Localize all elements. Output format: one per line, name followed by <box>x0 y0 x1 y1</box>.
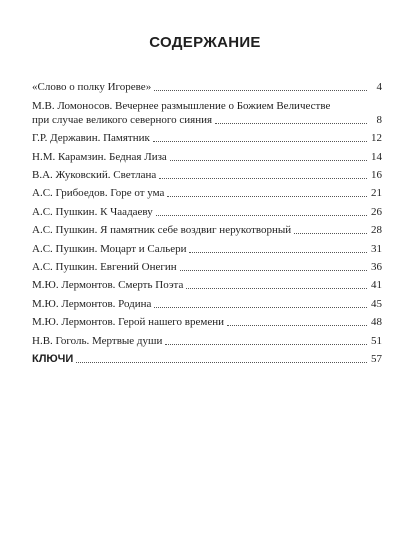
toc-entry-page: 41 <box>371 279 382 292</box>
toc-entry-title: М.Ю. Лермонтов. Родина <box>32 297 152 310</box>
toc-entry-title-line2: при случае великого северного сияния <box>32 113 213 126</box>
table-of-contents <box>32 76 382 348</box>
toc-entry-title: А.С. Пушкин. Евгений Онегин <box>32 261 177 274</box>
toc-entry-derzhavin <box>32 127 382 145</box>
toc-entry-page: 12 <box>371 132 382 145</box>
toc-entry-title-line1: М.В. Ломоносов. Вечернее размышление о Божием Величестве <box>32 99 331 112</box>
dot-leader <box>154 307 367 308</box>
toc-entry-lomonosov <box>32 94 382 127</box>
dot-leader <box>156 215 367 216</box>
toc-entry-lermontov-smert <box>32 274 382 292</box>
dot-leader <box>227 325 367 326</box>
dot-leader <box>189 252 367 253</box>
toc-entry-page: 48 <box>371 316 382 329</box>
page-title: СОДЕРЖАНИЕ <box>149 34 261 51</box>
toc-entry-pushkin-mozart <box>32 237 382 255</box>
dot-leader <box>170 160 367 161</box>
toc-entry-title: В.А. Жуковский. Светлана <box>32 169 157 182</box>
dot-leader <box>215 123 367 124</box>
toc-entry-keys <box>32 352 382 366</box>
dot-leader <box>186 288 367 289</box>
toc-entry-page: 14 <box>371 150 382 163</box>
toc-entry-page: 51 <box>371 334 382 347</box>
toc-entry-page: 8 <box>376 113 382 126</box>
toc-entry-page: 21 <box>371 187 382 200</box>
toc-entry-gogol <box>32 329 382 347</box>
toc-entry-page: 45 <box>371 297 382 310</box>
dot-leader <box>159 178 367 179</box>
dot-leader <box>180 270 367 271</box>
toc-entry-page: 16 <box>371 169 382 182</box>
toc-entry-page: 31 <box>371 242 382 255</box>
toc-entry-title: М.Ю. Лермонтов. Смерть Поэта <box>32 279 184 292</box>
toc-entry-griboedov <box>32 182 382 200</box>
toc-entry-title: Н.М. Карамзин. Бедная Лиза <box>32 150 167 163</box>
dot-leader <box>165 344 367 345</box>
dot-leader <box>76 362 367 363</box>
toc-entry-title: КЛЮЧИ <box>32 353 74 365</box>
toc-entry-page: 4 <box>376 81 382 94</box>
toc-entry-page: 28 <box>371 224 382 237</box>
dot-leader <box>294 233 367 234</box>
toc-entry-zhukovsky <box>32 164 382 182</box>
toc-entry-pushkin-chaadaev <box>32 200 382 218</box>
toc-entry-title: А.С. Пушкин. Я памятник себе воздвиг нерукотворный <box>32 224 292 237</box>
toc-entry-lermontov-rodina <box>32 292 382 310</box>
toc-entry-title: А.С. Пушкин. К Чаадаеву <box>32 205 153 218</box>
toc-entry-title: А.С. Грибоедов. Горе от ума <box>32 187 165 200</box>
toc-entry-slovo <box>32 76 382 94</box>
toc-entry-pushkin-pamyatnik <box>32 219 382 237</box>
toc-entry-title: А.С. Пушкин. Моцарт и Сальери <box>32 242 187 255</box>
toc-entry-lermontov-geroy <box>32 311 382 329</box>
toc-entry-title: Г.Р. Державин. Памятник <box>32 132 150 145</box>
toc-entry-title: Н.В. Гоголь. Мертвые души <box>32 334 163 347</box>
toc-entry-page: 57 <box>371 353 382 365</box>
dot-leader <box>167 196 367 197</box>
toc-entry-pushkin-onegin <box>32 256 382 274</box>
toc-entry-title: М.Ю. Лермонтов. Герой нашего времени <box>32 316 224 329</box>
dot-leader <box>153 141 367 142</box>
dot-leader <box>154 90 367 91</box>
toc-entry-karamzin <box>32 145 382 163</box>
toc-entry-title: «Слово о полку Игореве» <box>32 81 152 94</box>
toc-entry-page: 36 <box>371 261 382 274</box>
toc-entry-page: 26 <box>371 205 382 218</box>
